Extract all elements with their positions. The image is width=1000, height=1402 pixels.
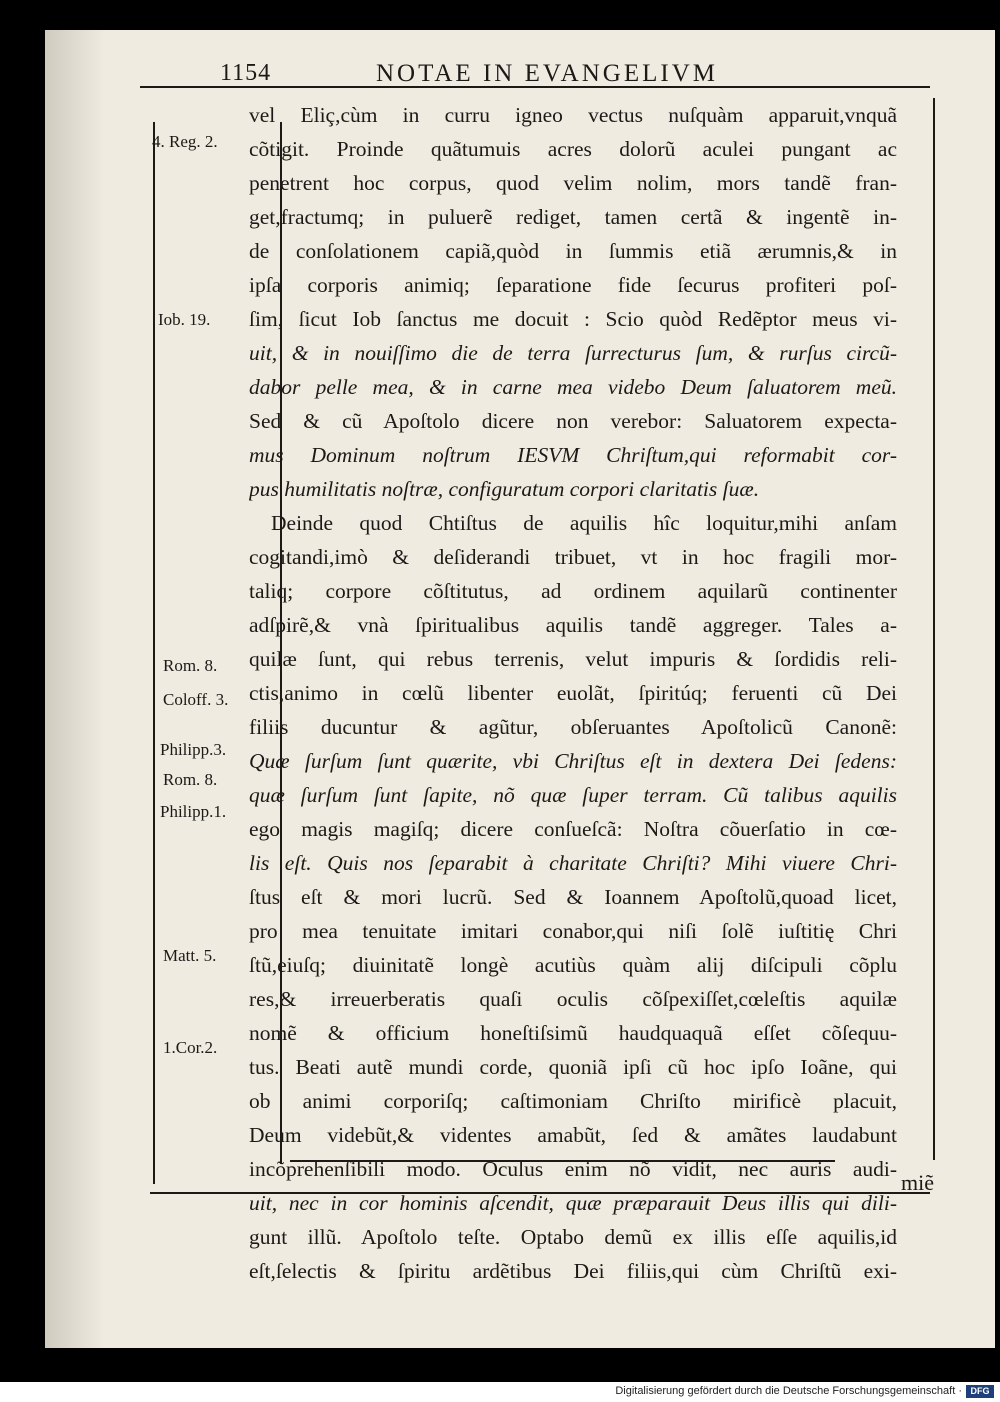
text-line: pro mea tenuitate imitari conabor,qui niſi ſolẽ iuſtitię Chri bbox=[249, 919, 897, 943]
text-line: vel Eliç,cùm in curru igneo vectus nuſquàm apparuit,vnquã bbox=[249, 103, 897, 127]
text-line: cogitandi,imò & deſiderandi tribuet, vt in hoc fragili mor- bbox=[249, 545, 897, 569]
running-title: NOTAE IN EVANGELIVM bbox=[376, 60, 718, 87]
text-line: uit, & in nouiſſimo die de terra ſurrecturus ſum, & rurſus circũ- bbox=[249, 341, 897, 365]
margin-note: Coloff. 3. bbox=[163, 690, 229, 709]
text-line: incõprehenſibili modo. Oculus enim nõ vidit, nec auris audi- bbox=[249, 1157, 897, 1181]
margin-note: Rom. 8. bbox=[163, 656, 218, 675]
text-line: filiis ducuntur & agũtur, obſeruantes Apoſtolicũ Canonẽ: bbox=[249, 715, 897, 739]
dfg-logo: DFG bbox=[966, 1385, 994, 1398]
text-line: adſpirẽ,& vnà ſpiritualibus aquilis tandẽ aggreger. Tales a- bbox=[249, 613, 897, 637]
text-line: uit, nec in cor hominis aſcendit, quæ præparauit Deus illis qui dili- bbox=[249, 1191, 897, 1215]
text-line: gunt illũ. Apoſtolo teſte. Optabo demũ ex illis eſſe aquilis,id bbox=[249, 1225, 897, 1249]
margin-note: Philipp.3. bbox=[160, 740, 227, 759]
text-line: mus Dominum noſtrum IESVM Chriſtum,qui reformabit cor- bbox=[249, 443, 897, 467]
text-line: de conſolationem capiã,quòd in ſummis etiã ærumnis,& in bbox=[249, 239, 897, 263]
text-line: penetrent hoc corpus, quod velim nolim, mors tandẽ fran- bbox=[249, 171, 897, 195]
text-line: ego magis magiſq; dicere conſueſcã: Noſtra cõuerſatio in cœ- bbox=[249, 817, 897, 841]
margin-note: 1.Cor.2. bbox=[163, 1038, 218, 1057]
page-gutter-shadow bbox=[45, 30, 105, 1348]
text-line: res,& irreuerberatis quaſi oculis cõſpexiſſet,cœleſtis aquilæ bbox=[249, 987, 897, 1011]
text-line: get,fractumq; in puluerẽ rediget, tamen certã & ingentẽ in- bbox=[249, 205, 897, 229]
text-line: Quæ ſurſum ſunt quærite, vbi Chriſtus eſt in dextera Dei ſedens: bbox=[249, 749, 897, 773]
text-line: ctis,animo in cœlũ libenter euolãt, ſpiritúq; feruenti cũ Dei bbox=[249, 681, 897, 705]
text-line: ob animi corporiſq; caſtimoniam Chriſto mirificè placuit, bbox=[249, 1089, 897, 1113]
text-line: tus. Beati autẽ mundi corde, quoniã ipſi cũ hoc ipſo Ioãne, qui bbox=[249, 1055, 897, 1079]
text-line: quilæ ſunt, qui rebus terrenis, velut impuris & ſordidis reli- bbox=[249, 647, 897, 671]
text-line: Deinde quod Chtiſtus de aquilis hîc loquitur,mihi anſam bbox=[271, 511, 897, 535]
text-line: quæ ſurſum ſunt ſapite, nõ quæ ſuper terram. Cũ talibus aquilis bbox=[249, 783, 897, 807]
text-line: cõtigit. Proinde quãtumuis acres dolorũ aculei pungant ac bbox=[249, 137, 897, 161]
text-line: Deum videbũt,& videntes amabũt, ſed & amãtes laudabunt bbox=[249, 1123, 897, 1147]
text-line: ſtũ,eiuſq; diuinitatẽ longè acutiùs quàm alij diſcipuli cõplu bbox=[249, 953, 897, 977]
text-right-rule bbox=[933, 98, 935, 1160]
text-line: lis eſt. Quis nos ſeparabit à charitate Chriſti? Mihi viuere Chri- bbox=[249, 851, 897, 875]
page-number: 1154 bbox=[220, 60, 272, 86]
margin-note: Matt. 5. bbox=[163, 946, 217, 965]
margin-note: Iob. 19. bbox=[158, 310, 211, 329]
left-margin-rule bbox=[153, 122, 155, 1184]
body-text bbox=[249, 98, 897, 1288]
margin-note: 4. Reg. 2. bbox=[152, 132, 218, 151]
text-line: ſtus eſt & mori lucrũ. Sed & Ioannem Apoſtolũ,quoad licet, bbox=[249, 885, 897, 909]
text-line: taliq; corpore cõſtitutus, ad ordinem aquilarũ continenter bbox=[249, 579, 897, 603]
text-line: ipſa corporis animiq; ſeparatione fide ſecurus profiteri poſ- bbox=[249, 273, 897, 297]
margin-note: Rom. 8. bbox=[163, 770, 218, 789]
text-line: eſt,ſelectis & ſpiritu ardẽtibus Dei filiis,qui cùm Chriſtũ exi- bbox=[249, 1259, 897, 1283]
catchword: miẽ bbox=[901, 1170, 934, 1195]
margin-note: Philipp.1. bbox=[160, 802, 227, 821]
text-line: pus humilitatis noſtræ, configuratum corpori claritatis ſuæ. bbox=[249, 477, 760, 501]
text-line: dabor pelle mea, & in carne mea videbo Deum ſaluatorem meũ. bbox=[249, 375, 897, 399]
text-line: ſim, ſicut Iob ſanctus me docuit : Scio quòd Redẽptor meus vi- bbox=[249, 307, 897, 331]
text-line: Sed & cũ Apoſtolo dicere non verebor: Saluatorem expecta- bbox=[249, 409, 897, 433]
footer-credit: Digitalisierung gefördert durch die Deutsche Forschungsgemeinschaft · bbox=[615, 1385, 962, 1397]
text-line: nomẽ & officium honeſtiſsimũ haudquaquã eſſet cõſequu- bbox=[249, 1021, 897, 1045]
